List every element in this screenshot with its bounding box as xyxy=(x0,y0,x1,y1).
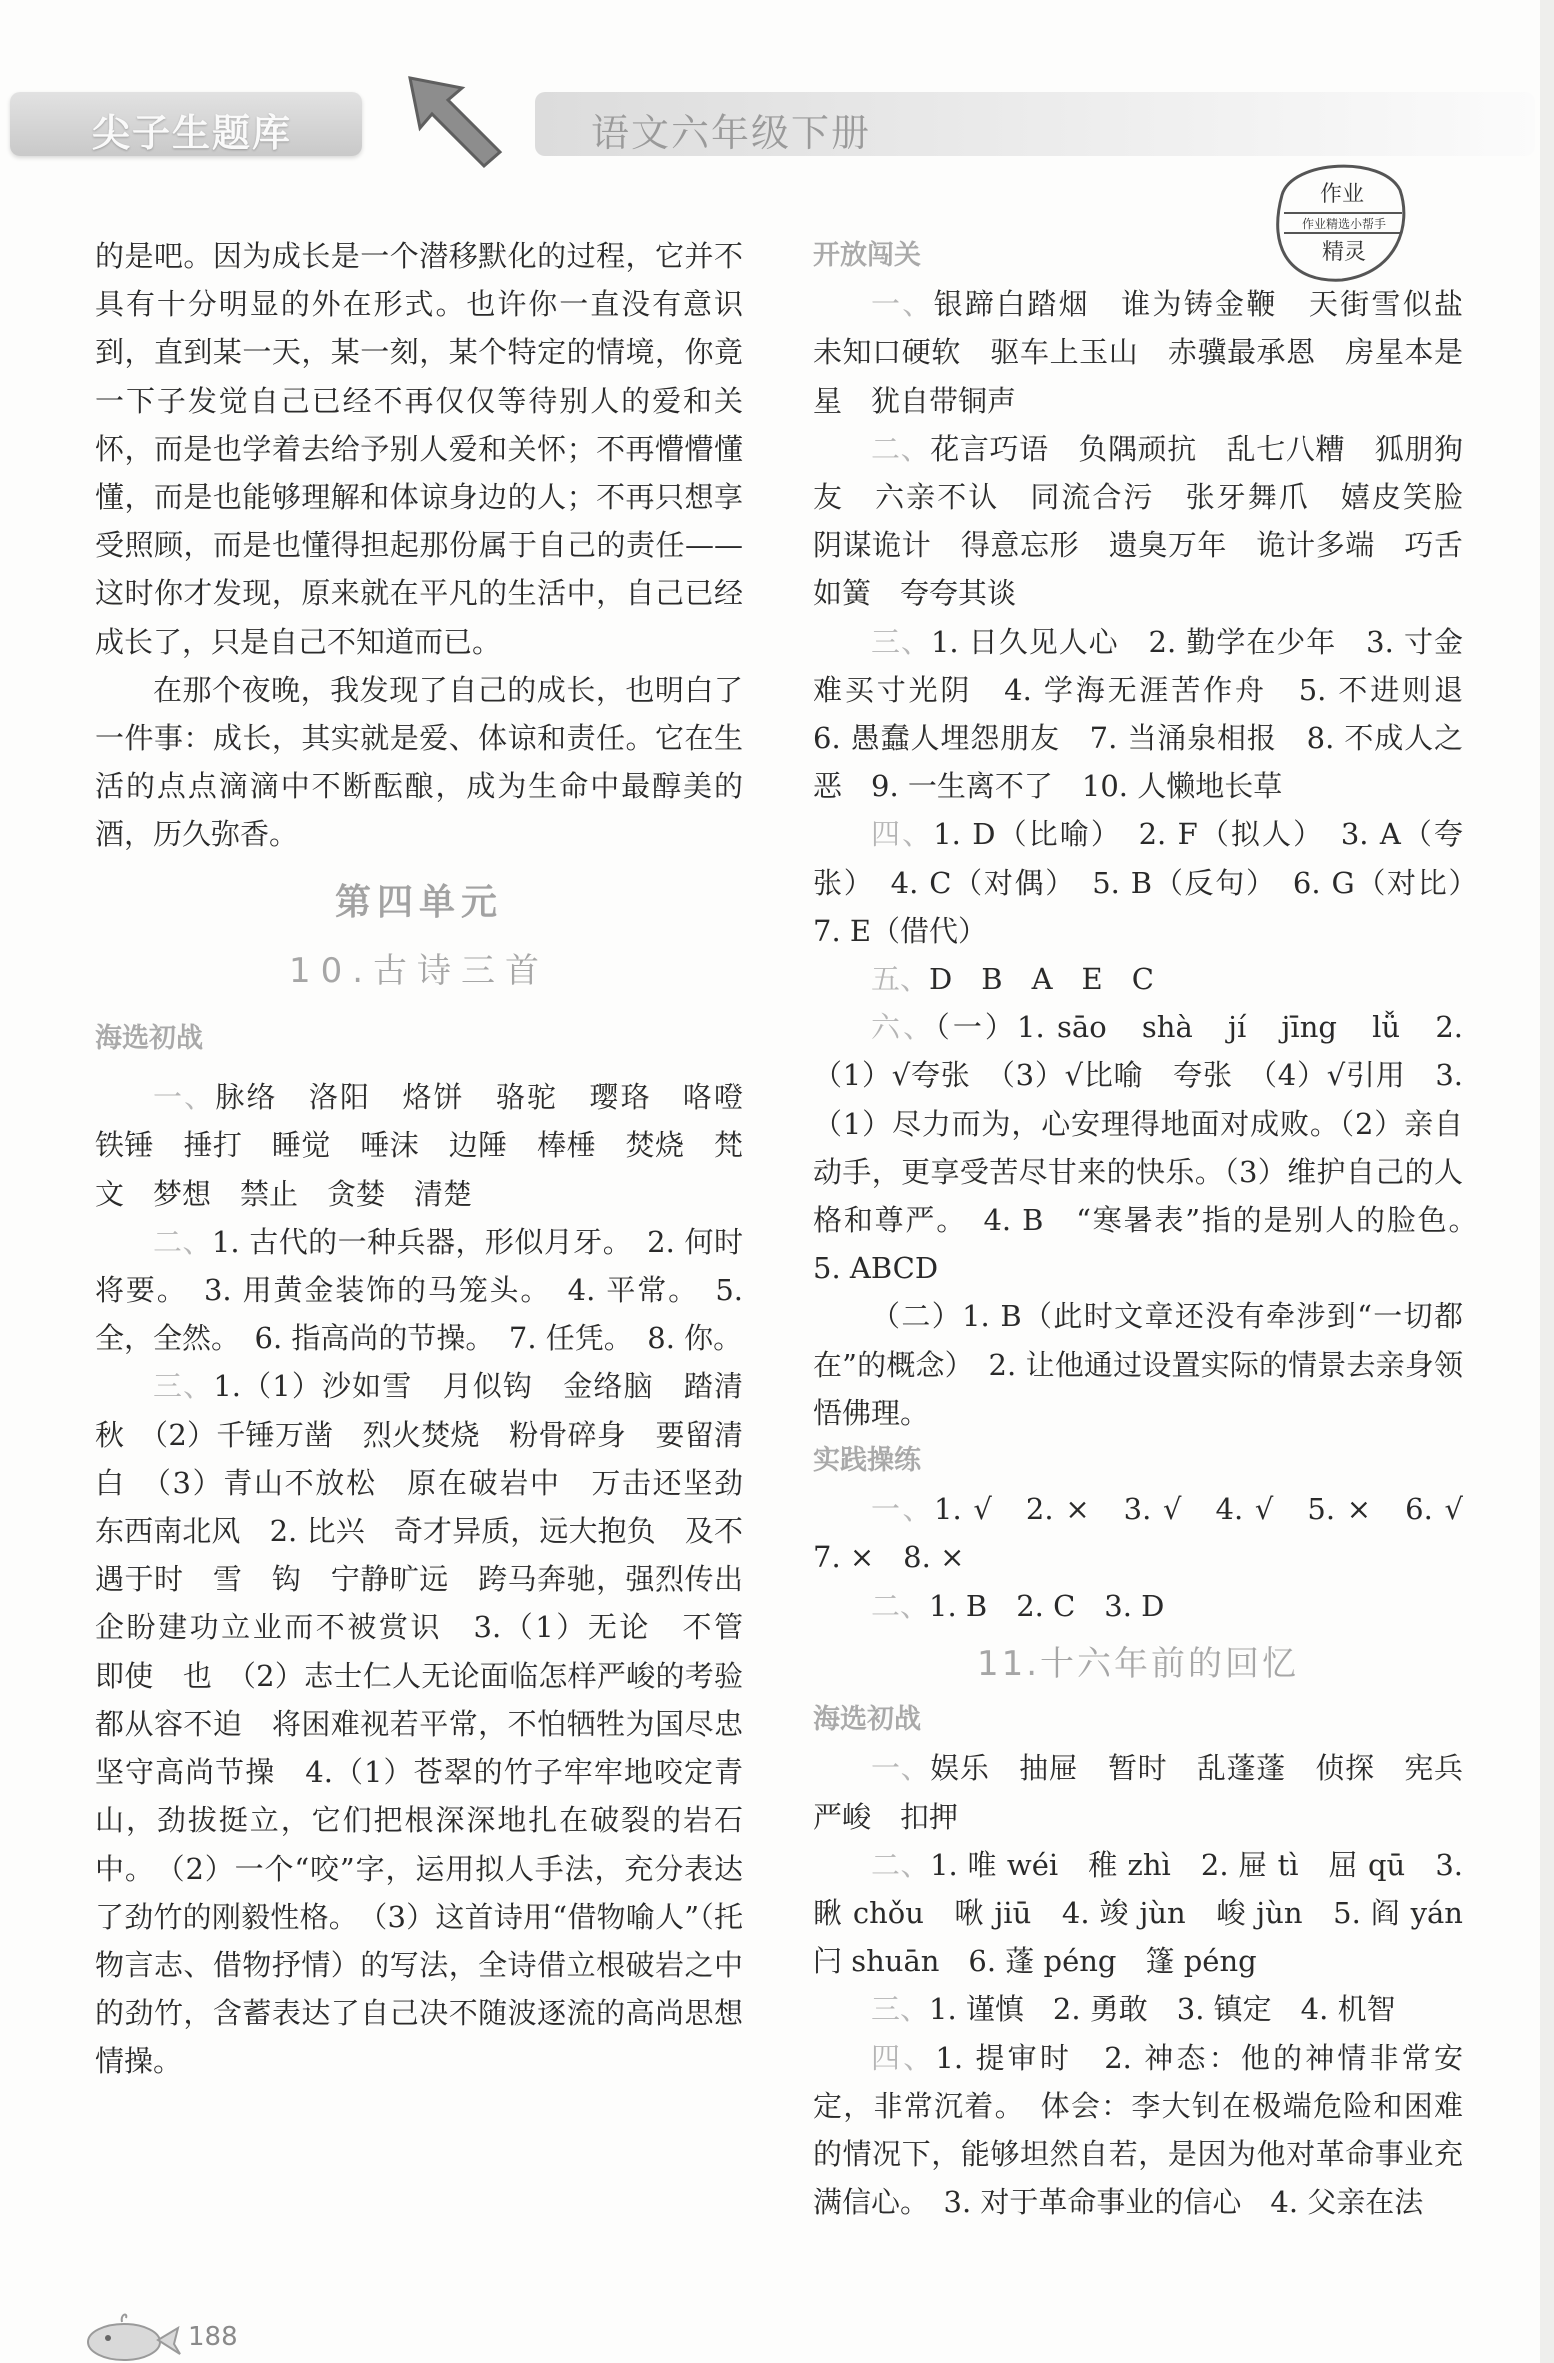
question-number: 二、 xyxy=(871,431,931,466)
section-label: 实践操练 xyxy=(813,1445,921,1477)
answer-block xyxy=(813,425,1493,618)
answer-block xyxy=(813,955,1463,1003)
question-number: 一、 xyxy=(153,1080,216,1115)
question-number: 三、 xyxy=(871,624,931,659)
stamp-text-top: 作业 xyxy=(1319,182,1365,207)
question-number: 六、 xyxy=(871,1010,936,1045)
answer-text: 花言巧语 负隅顽抗 乱七八糟 狐朋狗友 六亲不认 同流合污 张牙舞爪 嬉皮笑脸 阴谋诡计 得意忘形 遗臭万年 诡计多端 巧舌如簧 夸夸其谈 xyxy=(813,431,1493,611)
question-number: 三、 xyxy=(871,1992,930,2027)
answer-text: 1. 提审时 2. 神态：他的神情非常安定，非常沉着。 体会：李大钊在极端危险和困难的情况下，能够坦然自若，是因为他对革命事业充满信心。 3. 对于革命事业的信心 4. 父亲在法 xyxy=(813,2040,1463,2220)
stamp-text-bottom: 精灵 xyxy=(1321,240,1367,265)
question-number: 一、 xyxy=(871,1751,931,1786)
answer-text: 1. 唯 wéi 稚 zhì 2. 屉 tì 屈 qū 3. 瞅 chǒu 啾 jiū 4. 竣 jùn 峻 jùn 5. 阎 yán 闩 shuān 6. 蓬 péng 篷 péng xyxy=(813,1847,1493,1979)
page-number: 188 xyxy=(188,2322,238,2352)
answer-block xyxy=(813,1003,1493,1292)
answer-block xyxy=(95,1218,743,1363)
answer-block: （二）1. B（此时文章还没有牵涉到“一切都在”的概念） 2. 让他通过设置实际的情景去亲身领悟佛理。 xyxy=(813,1299,1463,1430)
answer-text: 1. √ 2. × 3. √ 4. √ 5. × 6. √ 7. × 8. × xyxy=(813,1492,1493,1575)
answer-block xyxy=(95,1362,773,2085)
answer-text: 娱乐 抽屉 暂时 乱蓬蓬 侦探 宪兵 严峻 扣押 xyxy=(813,1751,1492,1834)
book-banner xyxy=(535,92,1535,156)
stamp-text-middle: 作业精选小帮手 xyxy=(1301,217,1387,231)
answer-text: 脉络 洛阳 烙饼 骆驼 璎珞 咯噔 铁锤 捶打 睡觉 唾沫 边陲 棒棰 焚烧 梵文 梦想 禁止 贪婪 清楚 xyxy=(95,1080,772,1211)
series-banner xyxy=(10,92,362,156)
question-number: 五、 xyxy=(871,962,930,997)
answer-block xyxy=(813,1985,1463,2033)
answer-block xyxy=(813,280,1492,425)
answer-text: 1. 谨慎 2. 勇敢 3. 镇定 4. 机智 xyxy=(929,1992,1396,2027)
answer-text: 银蹄白踏烟 谁为铸金鞭 天街雪似盐 未知口硬软 驱车上玉山 赤骥最承恩 房星本是星 犹自带铜声 xyxy=(813,287,1492,418)
section-label: 海选初战 xyxy=(813,1704,921,1736)
answer-text: 1. D（比喻） 2. F（拟人） 3. A（夸张） 4. C（对偶） 5. B（反句） 6. G（对比） 7. E（借代） xyxy=(813,817,1493,948)
series-title: 尖子生题库 xyxy=(92,111,293,155)
section-label: 海选初战 xyxy=(95,1023,203,1055)
answer-block xyxy=(813,1485,1493,1581)
book-title: 语文六年级下册 xyxy=(591,111,872,155)
question-number: 一、 xyxy=(871,1492,935,1527)
right-column xyxy=(813,232,1493,2226)
answer-text: （一）1. sāo shà jí jīng lǚ 2.（1）√夸张 （3）√比喻 夸张 （4）√引用 3.（1）尽力而为，心安理得地面对成败。（2）亲自动手，更享受苦尽甘来的快乐。（3）维护自己的人格和尊严。 4. B “寒暑表”指的是别人的脸色。 5. ABCD xyxy=(813,1010,1493,1286)
answer-block xyxy=(95,1073,772,1218)
answer-block xyxy=(813,1582,1463,1630)
left-column xyxy=(95,232,773,2086)
answer-text: 1. 古代的一种兵器，形似月牙。 2. 何时将要。 3. 用黄金装饰的马笼头。 4. 平常。 5. 全，全然。 6. 指高尚的节操。 7. 任凭。 8. 你。 xyxy=(95,1224,743,1356)
question-number: 一、 xyxy=(871,287,934,322)
whale-icon xyxy=(82,2310,182,2362)
question-number: 二、 xyxy=(871,1847,931,1882)
question-number: 四、 xyxy=(871,2040,936,2075)
essay-paragraph: 的是吧。因为成长是一个潜移默化的过程，它并不具有十分明显的外在形式。也许你一直没有意识到，直到某一天，某一刻，某个特定的情境，你竟一下子发觉自己已经不再仅仅等待别人的爱和关怀，而是也学着去给予别人爱和关怀；不再懵懵懂懂，而是也能够理解和体谅身边的人；不再只想享受照顾，而是也懂得担起那份属于自己的责任——这时你才发现，原来就在平凡的生活中，自己已经成长了，只是自己不知道而已。 xyxy=(95,239,743,659)
answer-block xyxy=(813,2034,1463,2227)
arrow-icon xyxy=(400,70,510,170)
question-number: 二、 xyxy=(871,1588,930,1623)
question-number: 四、 xyxy=(871,817,934,852)
page-edge xyxy=(1540,0,1554,2363)
answer-text: D B A E C xyxy=(929,962,1154,997)
answer-text: 1.（1）沙如雪 月似钩 金络脑 踏清秋 （2）千锤万凿 烈火焚烧 粉骨碎身 要留清白 （3）青山不放松 原在破岩中 万击还坚劲 东西南北风 2. 比兴 奇才异质，远大抱负 及不遇于时 雪 钩 宁静旷远 跨马奔驰，强烈传出企盼建功立业而不被赏识 3.（1）无论 不管 即使 也 （2）志士仁人无论面临怎样严峻的考验都从容不迫 将困难视若平常，不怕牺牲为国尽忠 坚守高尚节操 4.（1）苍翠的竹子牢牢地咬定青山，劲拔挺立，它们把根深深地扎在破裂的岩石中。 （2）一个“咬”字，运用拟人手法，充分表达了劲竹的刚毅性格。 （3）这首诗用“借物喻人”（托物言志、借物抒情）的写法，全诗借立根破岩之中的劲竹，含蓄表达了自己决不随波逐流的高尚思想情操。 xyxy=(95,1369,773,2079)
answer-text: 1. 日久见人心 2. 勤学在少年 3. 寸金难买寸光阴 4. 学海无涯苦作舟 5. 不进则退 6. 愚蠢人埋怨朋友 7. 当涌泉相报 8. 不成人之恶 9. 一生离不了 10. 人懒地长草 xyxy=(813,624,1493,804)
answer-text: 1. B 2. C 3. D xyxy=(929,1588,1165,1623)
unit-title: 第四单元 xyxy=(334,881,503,923)
lesson-title: 11.十六年前的回忆 xyxy=(976,1643,1300,1684)
answer-block xyxy=(813,1841,1493,1986)
answer-block xyxy=(813,618,1493,811)
answer-block xyxy=(813,1744,1492,1840)
essay-paragraph: 在那个夜晚，我发现了自己的成长，也明白了一件事：成长，其实就是爱、体谅和责任。它在生活的点点滴滴中不断酝酿，成为生命中最醇美的酒，历久弥香。 xyxy=(95,672,743,852)
question-number: 二、 xyxy=(153,1224,212,1259)
answer-block xyxy=(813,810,1493,955)
question-number: 三、 xyxy=(153,1369,214,1404)
lesson-title: 10.古诗三首 xyxy=(288,950,550,991)
section-label: 开放闯关 xyxy=(813,240,921,271)
